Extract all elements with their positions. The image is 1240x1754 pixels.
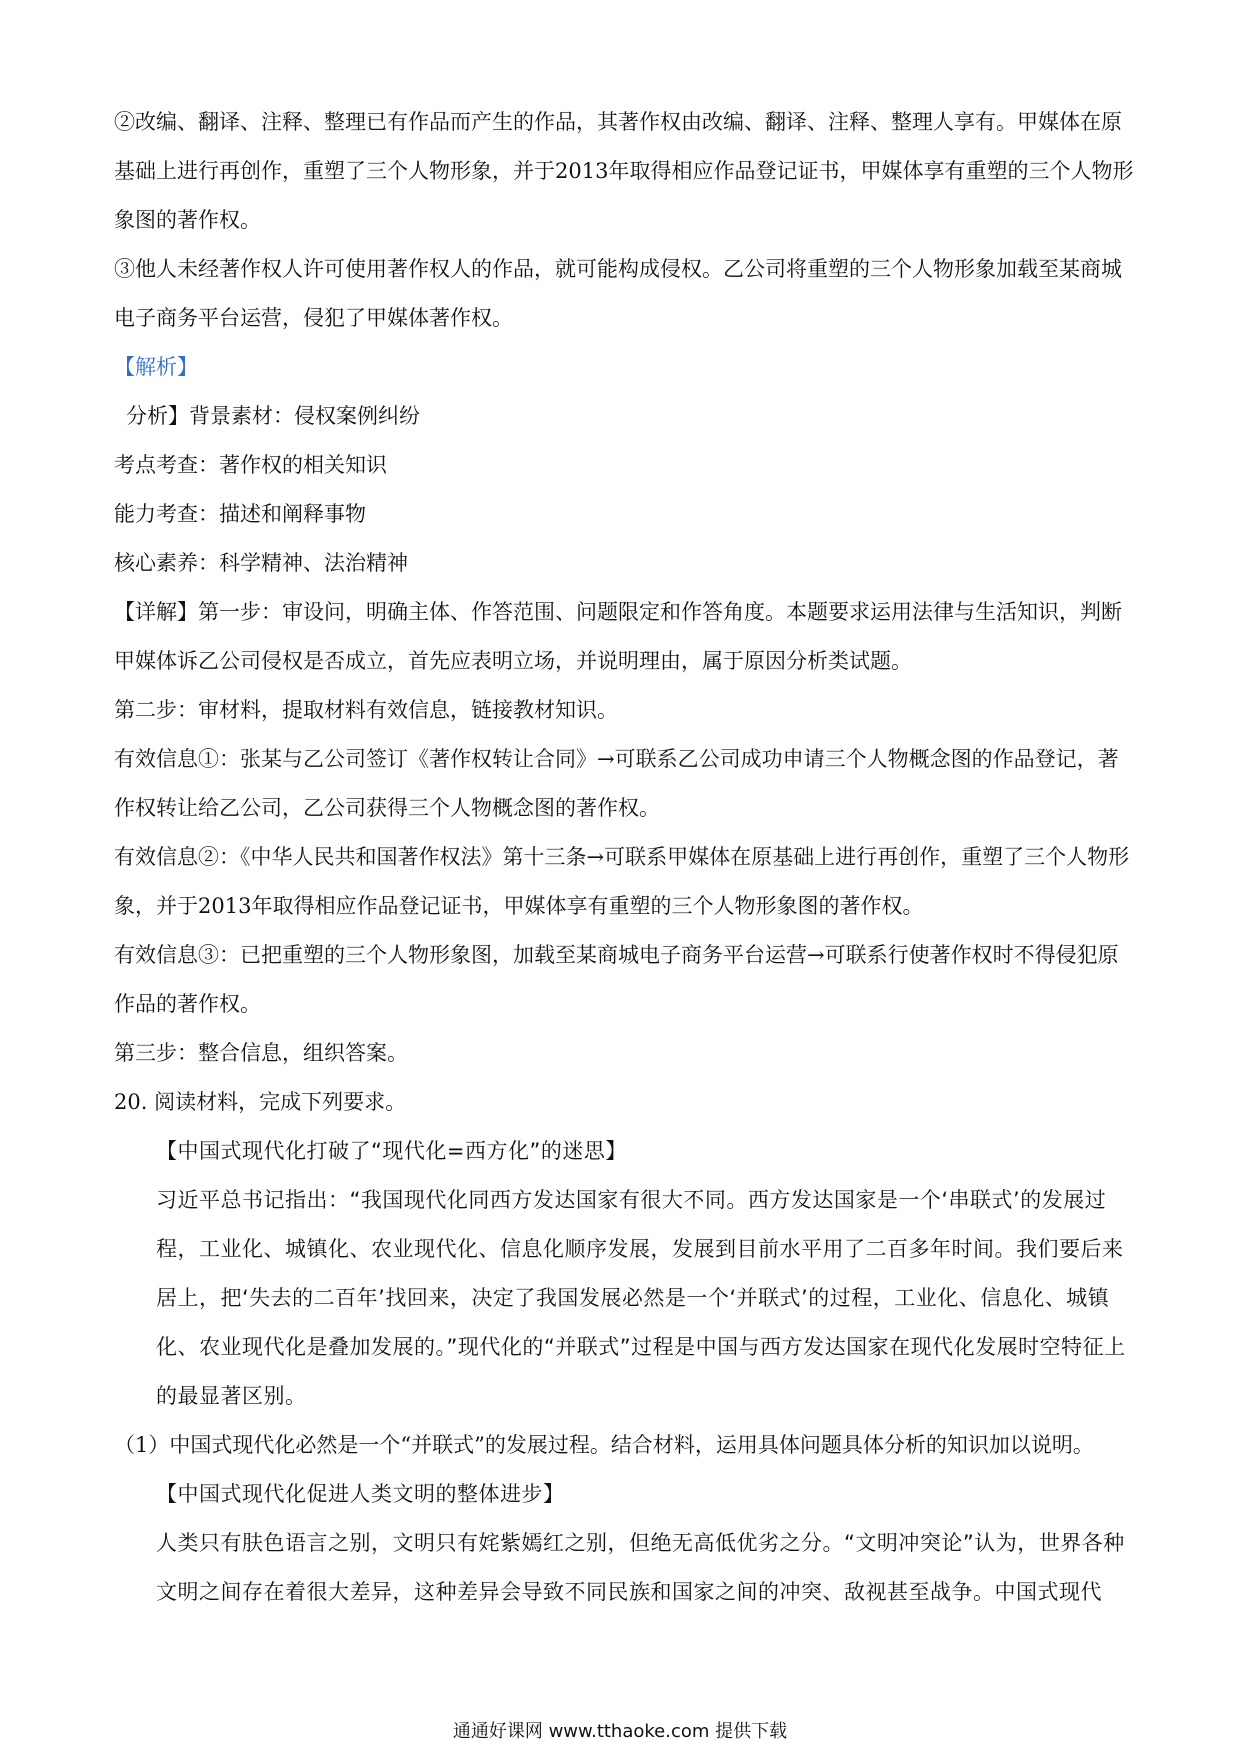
effective-info-3: 有效信息③：已把重塑的三个人物形象图，加载至某商城电子商务平台运营→可联系行使著作权时不得侵犯原作品的著作权。 <box>114 943 1119 1016</box>
analysis-background: 分析】背景素材：侵权案例纠纷 <box>126 404 420 428</box>
question-20-1: （1）中国式现代化必然是一个“并联式”的发展过程。结合材料，运用具体问题具体分析的知识加以说明。 <box>114 1433 1094 1457</box>
core-literacy: 核心素养：科学精神、法治精神 <box>114 551 408 575</box>
analysis-heading: 【解析】 <box>114 355 198 379</box>
material-heading-2: 【中国式现代化促进人类文明的整体进步】 <box>156 1482 565 1506</box>
effective-info-2: 有效信息②：《中华人民共和国著作权法》第十三条→可联系甲媒体在原基础上进行再创作，重塑了三个人物形象，并于2013年取得相应作品登记证书，甲媒体享有重塑的三个人物形象图的著作权。 <box>114 845 1130 918</box>
answer-point-2: ②改编、翻译、注释、整理已有作品而产生的作品，其著作权由改编、翻译、注释、整理人享有。甲媒体在原基础上进行再创作，重塑了三个人物形象，并于2013年取得相应作品登记证书，甲媒体享有重塑的三个人物形象图的著作权。 <box>114 110 1134 232</box>
exam-point: 考点考查：著作权的相关知识 <box>114 453 387 477</box>
answer-point-3: ③他人未经著作权人许可使用著作权人的作品，就可能构成侵权。乙公司将重塑的三个人物形象加载至某商城电子商务平台运营，侵犯了甲媒体著作权。 <box>114 257 1122 330</box>
material-paragraph-1: 习近平总书记指出：“我国现代化同西方发达国家有很大不同。西方发达国家是一个‘串联式’的发展过程，工业化、城镇化、农业现代化、信息化顺序发展，发展到目前水平用了二百多年时间。我们要后来居上，把‘失去的二百年’找回来，决定了我国发展必然是一个‘并联式’的过程，工业化、信息化、城镇化、农业现代化是叠加发展的。”现代化的“并联式”过程是中国与西方发达国家在现代化发展时空特征上的最显著区别。 <box>156 1188 1126 1408</box>
material-heading-1: 【中国式现代化打破了“现代化=西方化”的迷思】 <box>156 1139 627 1163</box>
detail-step-2: 第二步：审材料，提取材料有效信息，链接教材知识。 <box>114 698 618 722</box>
page-footer: 通通好课网 www.tthaoke.com 提供下载 <box>452 1721 788 1742</box>
detail-step-3: 第三步：整合信息，组织答案。 <box>114 1041 408 1065</box>
detail-step-1: 【详解】第一步：审设问，明确主体、作答范围、问题限定和作答角度。本题要求运用法律与生活知识，判断甲媒体诉乙公司侵权是否成立，首先应表明立场，并说明理由，属于原因分析类试题。 <box>114 600 1122 673</box>
effective-info-1: 有效信息①：张某与乙公司签订《著作权转让合同》→可联系乙公司成功申请三个人物概念图的作品登记，著作权转让给乙公司，乙公司获得三个人物概念图的著作权。 <box>114 747 1119 820</box>
question-20-title: 20. 阅读材料，完成下列要求。 <box>114 1090 407 1114</box>
document-page <box>114 98 1134 1617</box>
ability-point: 能力考查：描述和阐释事物 <box>114 502 366 526</box>
material-paragraph-2: 人类只有肤色语言之别，文明只有姹紫嫣红之别，但绝无高低优劣之分。“文明冲突论”认为，世界各种文明之间存在着很大差异，这种差异会导致不同民族和国家之间的冲突、敌视甚至战争。中国式现代 <box>156 1531 1125 1604</box>
